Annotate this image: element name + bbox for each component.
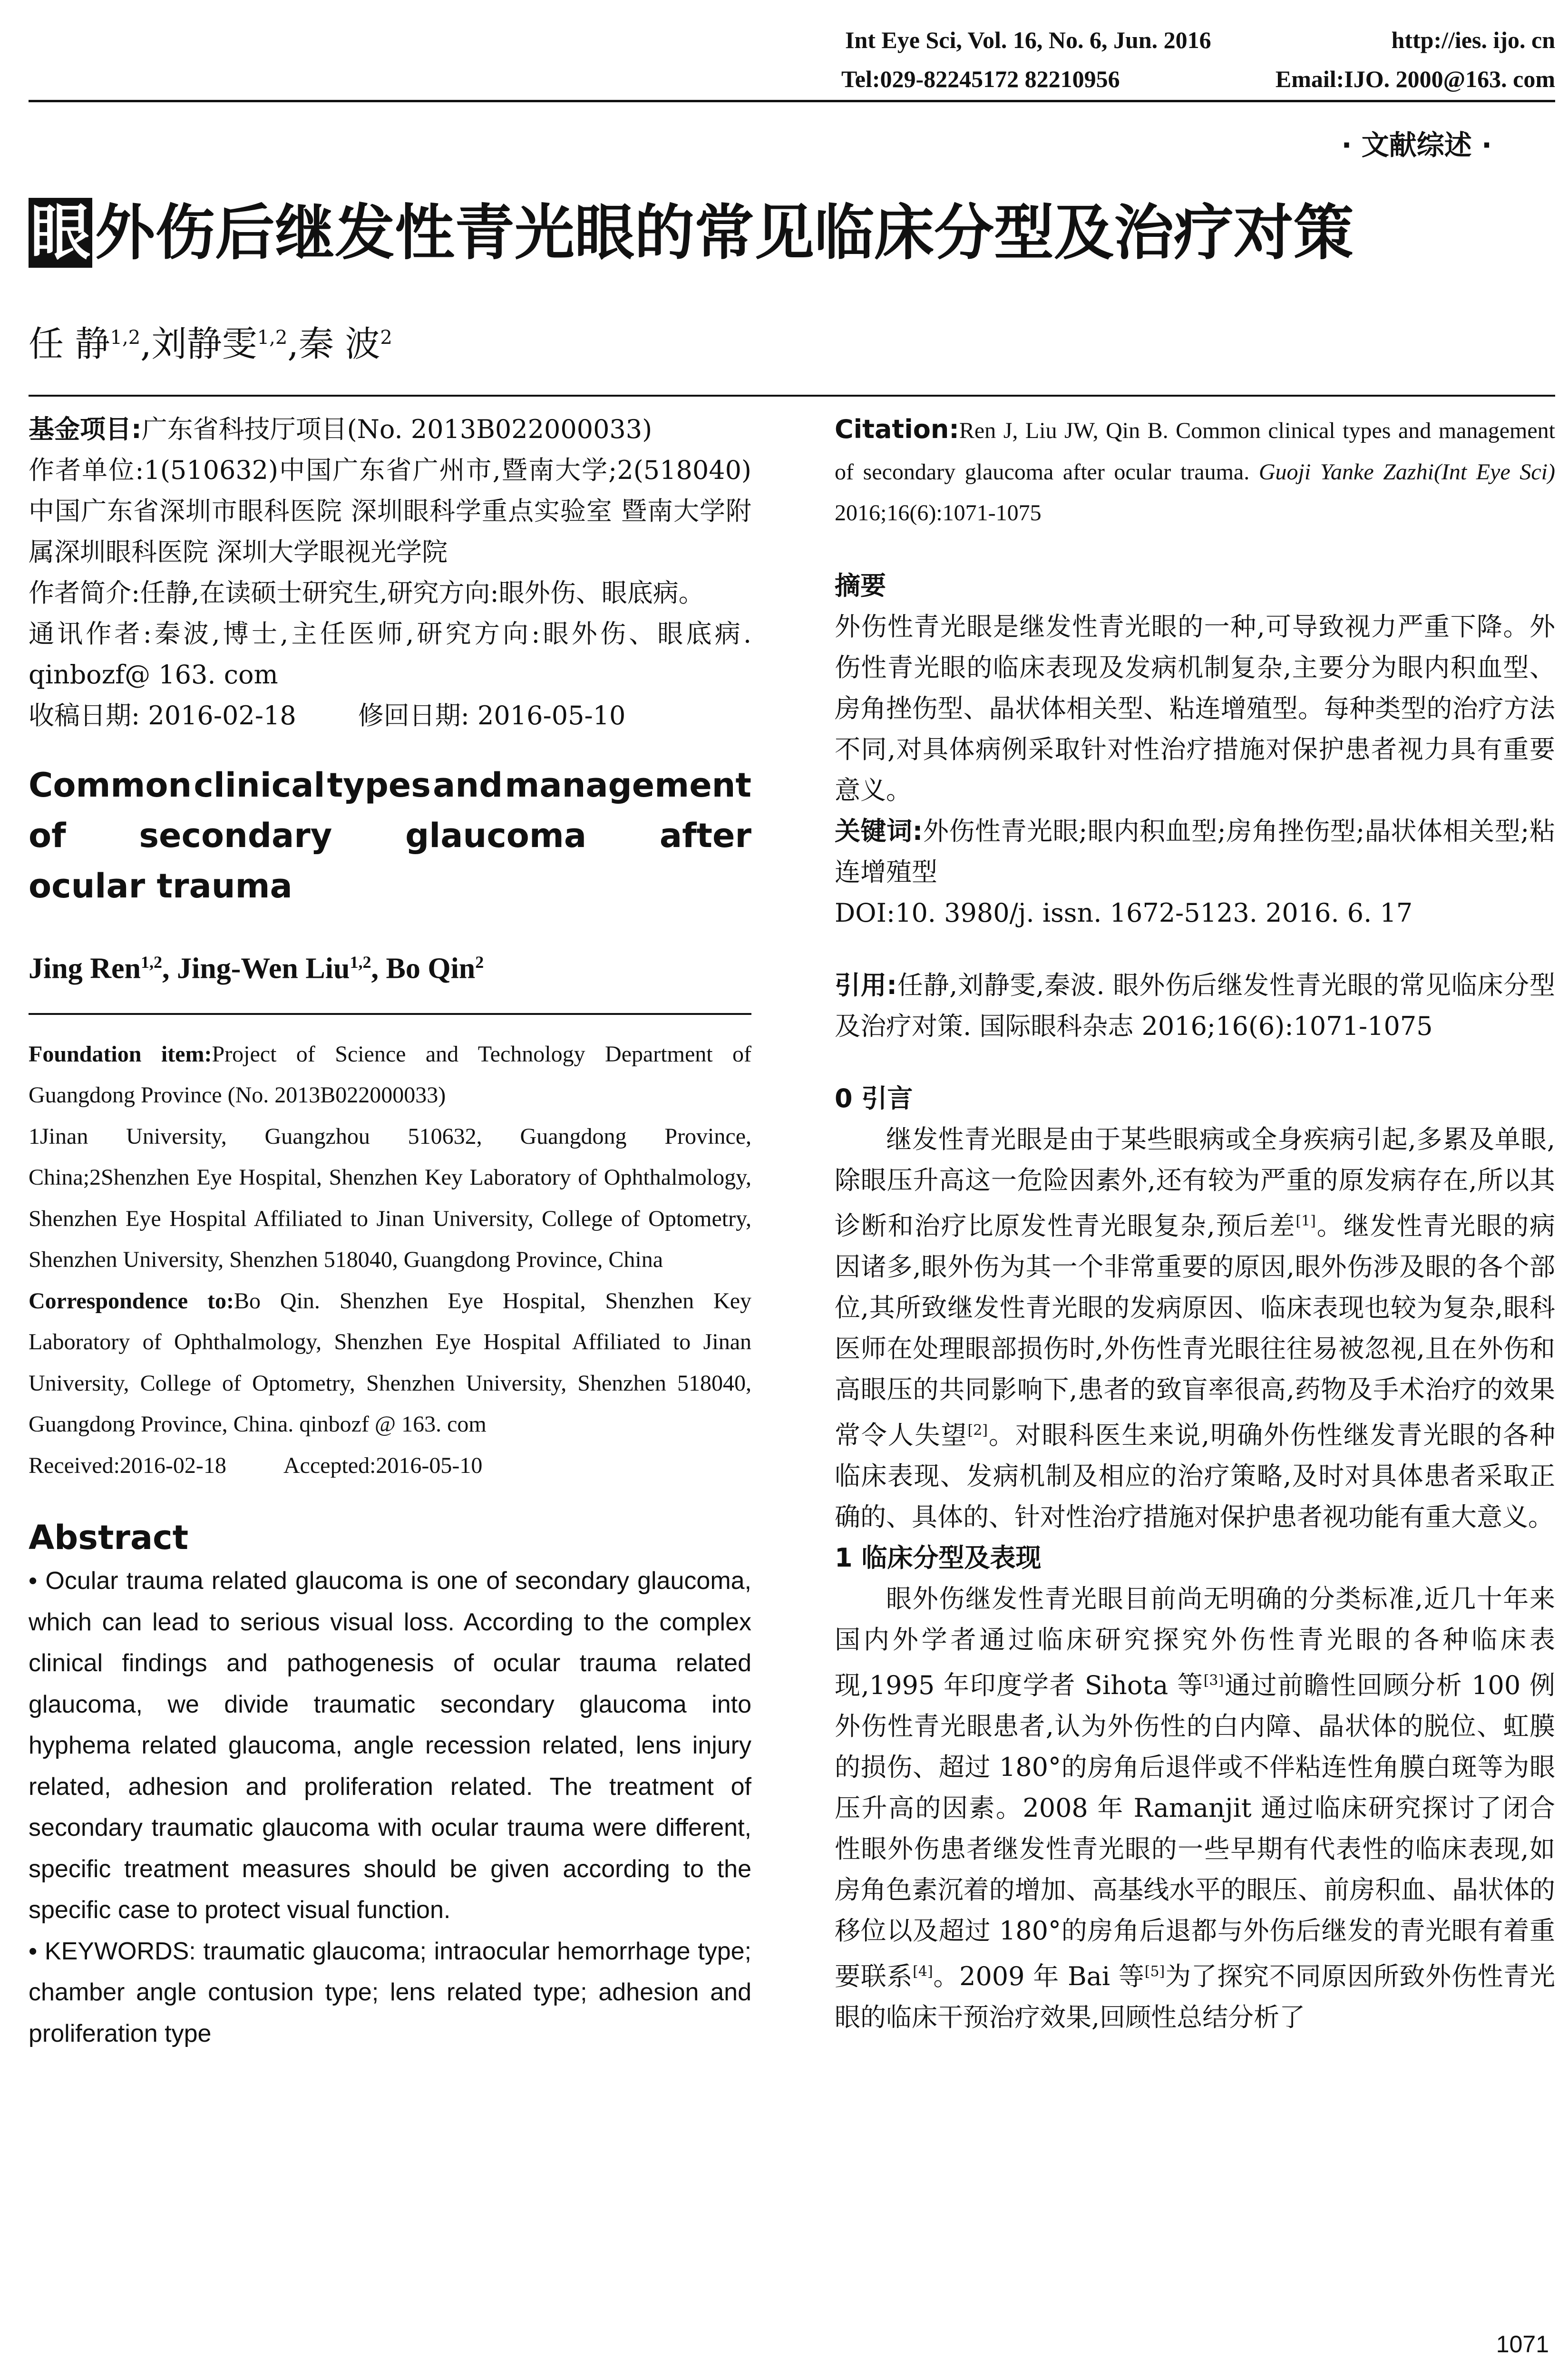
title-rule (29, 395, 1555, 397)
citation-label: Citation: (835, 414, 959, 444)
english-title-word: Common (29, 766, 192, 805)
author-cn-2: ,刘静雯 (140, 323, 257, 365)
author-en-3: , Bo Qin (371, 952, 476, 985)
left-column (29, 409, 751, 2054)
author-cn-3: ,秦 波 (287, 323, 380, 365)
section-1-text-b: 通过前瞻性回顾分析 100 例外伤性青光眼患者,认为外伤性的白内障、晶状体的脱位、虹膜的损伤、超过 180°的房角后退伴或不伴粘连性角膜白斑等为眼压升高的因素。2008 年 Ramanjit 通过临床研究探讨了闭合性眼外伤患者继发性青光眼的一些早期有代表性的临床表现,如房角色素沉着的增加、高基线水平的眼压、前房积血、晶状体的移位以及超过 180°的房角后退都与外伤后继发的青光眼有着重要联系 (835, 1670, 1555, 1991)
authors-cn (29, 314, 392, 368)
foundation-cn-label: 基金项目: (29, 414, 142, 444)
english-title-word: after (659, 816, 751, 855)
abstract-heading: Abstract (29, 1518, 189, 1558)
affiliation-cn (29, 450, 751, 573)
author-en-1-sup: 1,2 (140, 953, 162, 972)
english-title (29, 760, 751, 911)
correspondence-cn-label: 通讯作者: (29, 619, 152, 649)
correspondence-en (29, 1281, 751, 1445)
abstract-en: • Ocular trauma related glaucoma is one of secondary glaucoma, which can lead to serious visual loss. According to the complex clinical findings and pathogenesis of ocular trauma related glaucoma, we divide traumatic secondary glaucoma into hyphema related glaucoma, angle recession related, lens injury related, adhesion and proliferation related. The treatment of secondary traumatic glaucoma with ocular trauma were different, specific treatment measures should be given according to the specific case to protect visual function. (29, 1567, 751, 1924)
citation-cn-text: 任静,刘静雯,秦波. 眼外伤后继发性青光眼的常见临床分型及治疗对策. 国际眼科杂志 2016;16(6):1071-1075 (835, 970, 1555, 1041)
journal-email[interactable]: Email:IJO. 2000@163. com (1275, 66, 1555, 92)
doi[interactable]: DOI:10. 3980/j. issn. 1672-5123. 2016. 6. 17 (835, 897, 1413, 928)
english-title-line-1 (29, 760, 751, 810)
affiliation-cn-text: 1(510632)中国广东省广州市,暨南大学;2(518040)中国广东省深圳市眼科医院 深圳眼科学重点实验室 暨南大学附属深圳眼科医院 深圳大学眼视光学院 (29, 455, 751, 567)
bio-cn-label: 作者简介: (29, 578, 140, 608)
correspondence-cn (29, 614, 751, 695)
authors-rule (29, 1013, 751, 1015)
section-0-body (835, 1119, 1555, 1538)
foundation-en (29, 1034, 751, 1116)
citation-en (835, 409, 1555, 534)
header-rule (29, 100, 1555, 102)
author-cn-3-sup: 2 (380, 327, 392, 349)
section-1-text-c: 。2009 年 Bai 等 (933, 1961, 1145, 1991)
page-number: 1071 (1496, 2331, 1549, 2358)
journal-tel: Tel:029-82245172 82210956 (841, 66, 1120, 92)
citation-journal: Guoji Yanke Zazhi(Int Eye Sci) (1258, 459, 1555, 485)
english-title-word: secondary (139, 816, 332, 855)
keywords-en: • KEYWORDS: traumatic glaucoma; intraocular hemorrhage type; chamber angle contusion type; lens related type; adhesion and proliferation type (29, 1937, 751, 2047)
english-title-line-2 (29, 810, 751, 861)
section-1-body (835, 1578, 1555, 2038)
citation-text: Ren J, Liu JW, Qin B. Common clinical types and management of secondary glaucoma after ocular trauma. (835, 418, 1555, 485)
dates-en (29, 1445, 751, 1487)
correspondence-cn-text: 秦波,博士,主任医师,研究方向:眼外伤、眼底病. qinbozf@ 163. com (29, 619, 751, 690)
citation-cn (835, 965, 1555, 1047)
english-title-word: types (327, 766, 431, 805)
title-first-char: 眼 (29, 198, 92, 268)
right-column (835, 409, 1555, 2038)
citation-tail: 2016;16(6):1071-1075 (835, 500, 1042, 526)
english-title-word: management (505, 766, 751, 805)
accepted-en: Accepted:2016-05-10 (283, 1452, 483, 1478)
correspondence-en-label: Correspondence to: (29, 1288, 234, 1314)
reference-3[interactable]: [3] (1203, 1672, 1224, 1689)
reference-4[interactable]: [4] (913, 1963, 933, 1980)
section-1-text-a: 眼外伤继发性青光眼目前尚无明确的分类标准,近几十年来国内外学者通过临床研究探究外伤性青光眼的各种临床表现,1995 年印度学者 Sihota 等 (835, 1583, 1555, 1700)
section-0-heading: 0 引言 (835, 1083, 913, 1113)
section-0-text-a: 继发性青光眼是由于某些眼病或全身疾病引起,多累及单眼,除眼压升高这一危险因素外,还有较为严重的原发病存在,所以其诊断和治疗比原发性青光眼复杂,预后差 (835, 1124, 1555, 1241)
journal-info: Int Eye Sci, Vol. 16, No. 6, Jun. 2016 (845, 27, 1211, 53)
keywords-cn-label: 关键词: (835, 816, 923, 846)
english-title-word: of (29, 816, 66, 855)
english-title-word: glaucoma (405, 816, 587, 855)
section-1-heading: 1 临床分型及表现 (835, 1542, 1042, 1573)
bio-cn (29, 573, 751, 614)
section-1-text-d: 为了探究不同原因所致外伤性青光眼的临床干预治疗效果,回顾性总结分析了 (835, 1961, 1556, 2032)
affiliation-cn-label: 作者单位: (29, 455, 144, 485)
author-en-2-sup: 1,2 (350, 953, 371, 972)
foundation-cn (29, 409, 751, 450)
revised-cn: 修回日期: 2016-05-10 (358, 701, 626, 731)
bio-cn-text: 任静,在读硕士研究生,研究方向:眼外伤、眼底病。 (140, 578, 704, 608)
abstract-cn: 外伤性青光眼是继发性青光眼的一种,可导致视力严重下降。外伤性青光眼的临床表现及发病机制复杂,主要分为眼内积血型、房角挫伤型、晶状体相关型、粘连增殖型。每种类型的治疗方法不同,对具体病例采取针对性治疗措施对保护患者视力具有重要意义。 (835, 611, 1555, 805)
keywords-cn (835, 811, 1555, 893)
author-en-1: Jing Ren (29, 952, 141, 985)
abstract-cn-heading: 摘要 (835, 570, 886, 601)
correspondence-en-text: Bo Qin. Shenzhen Eye Hospital, Shenzhen Key Laboratory of Ophthalmology, Shenzhen Eye Hospital Affiliated to Jinan University, College of Optometry, Shenzhen University, Shenzhen 518040, Guangdong Province, China. qinbozf @ 163. com (29, 1288, 751, 1437)
author-cn-1: 任 静 (29, 323, 110, 365)
title-rest: 外伤后继发性青光眼的常见临床分型及治疗对策 (95, 198, 1354, 268)
received-en: Received:2016-02-18 (29, 1452, 226, 1478)
english-title-line-3: ocular trauma (29, 867, 292, 906)
foundation-en-text: Project of Science and Technology Department of Guangdong Province (No. 2013B022000033) (29, 1041, 752, 1108)
english-title-word: and (433, 766, 503, 805)
keywords-cn-text: 外伤性青光眼;眼内积血型;房角挫伤型;晶状体相关型;粘连增殖型 (835, 816, 1555, 887)
journal-url[interactable]: http://ies. ijo. cn (1391, 27, 1555, 53)
author-cn-1-sup: 1,2 (110, 327, 141, 349)
reference-1[interactable]: [1] (1295, 1212, 1316, 1229)
english-title-word: clinical (194, 766, 325, 805)
authors-en (29, 941, 751, 990)
dates-cn (29, 695, 751, 736)
received-cn: 收稿日期: 2016-02-18 (29, 701, 296, 731)
section-0-text-c: 。对眼科医生来说,明确外伤性继发青光眼的各种临床表现、发病机制及相应的治疗策略,及时对具体患者采取正确的、具体的、针对性治疗措施对保护患者视功能有重大意义。 (835, 1420, 1556, 1532)
section-tag: · 文献综述 · (1341, 129, 1492, 161)
reference-5[interactable]: [5] (1144, 1963, 1165, 1980)
affiliation-en: 1Jinan University, Guangzhou 510632, Guangdong Province, China;2Shenzhen Eye Hospital, Shenzhen Key Laboratory of Ophthalmology, Shenzhen Eye Hospital Affiliated to Jinan University, College of Optometry, Shenzhen University, Shenzhen 518040, Guangdong Province, China (29, 1123, 751, 1273)
citation-cn-label: 引用: (835, 970, 897, 1000)
section-0-text-b: 。继发性青光眼的病因诸多,眼外伤为其一个非常重要的原因,眼外伤涉及眼的各个部位,其所致继发性青光眼的发病原因、临床表现也较为复杂,眼科医师在处理眼部损伤时,外伤性青光眼往往易被忽视,且在外伤和高眼压的共同影响下,患者的致盲率很高,药物及手术治疗的效果常令人失望 (835, 1210, 1555, 1450)
foundation-cn-text: 广东省科技厅项目(No. 2013B022000033) (141, 414, 653, 444)
foundation-en-label: Foundation item: (29, 1041, 212, 1067)
author-cn-2-sup: 1,2 (257, 327, 288, 349)
author-en-2: , Jing-Wen Liu (162, 952, 350, 985)
paper-title (29, 197, 1354, 269)
author-en-3-sup: 2 (475, 953, 484, 972)
reference-2[interactable]: [2] (967, 1422, 988, 1439)
